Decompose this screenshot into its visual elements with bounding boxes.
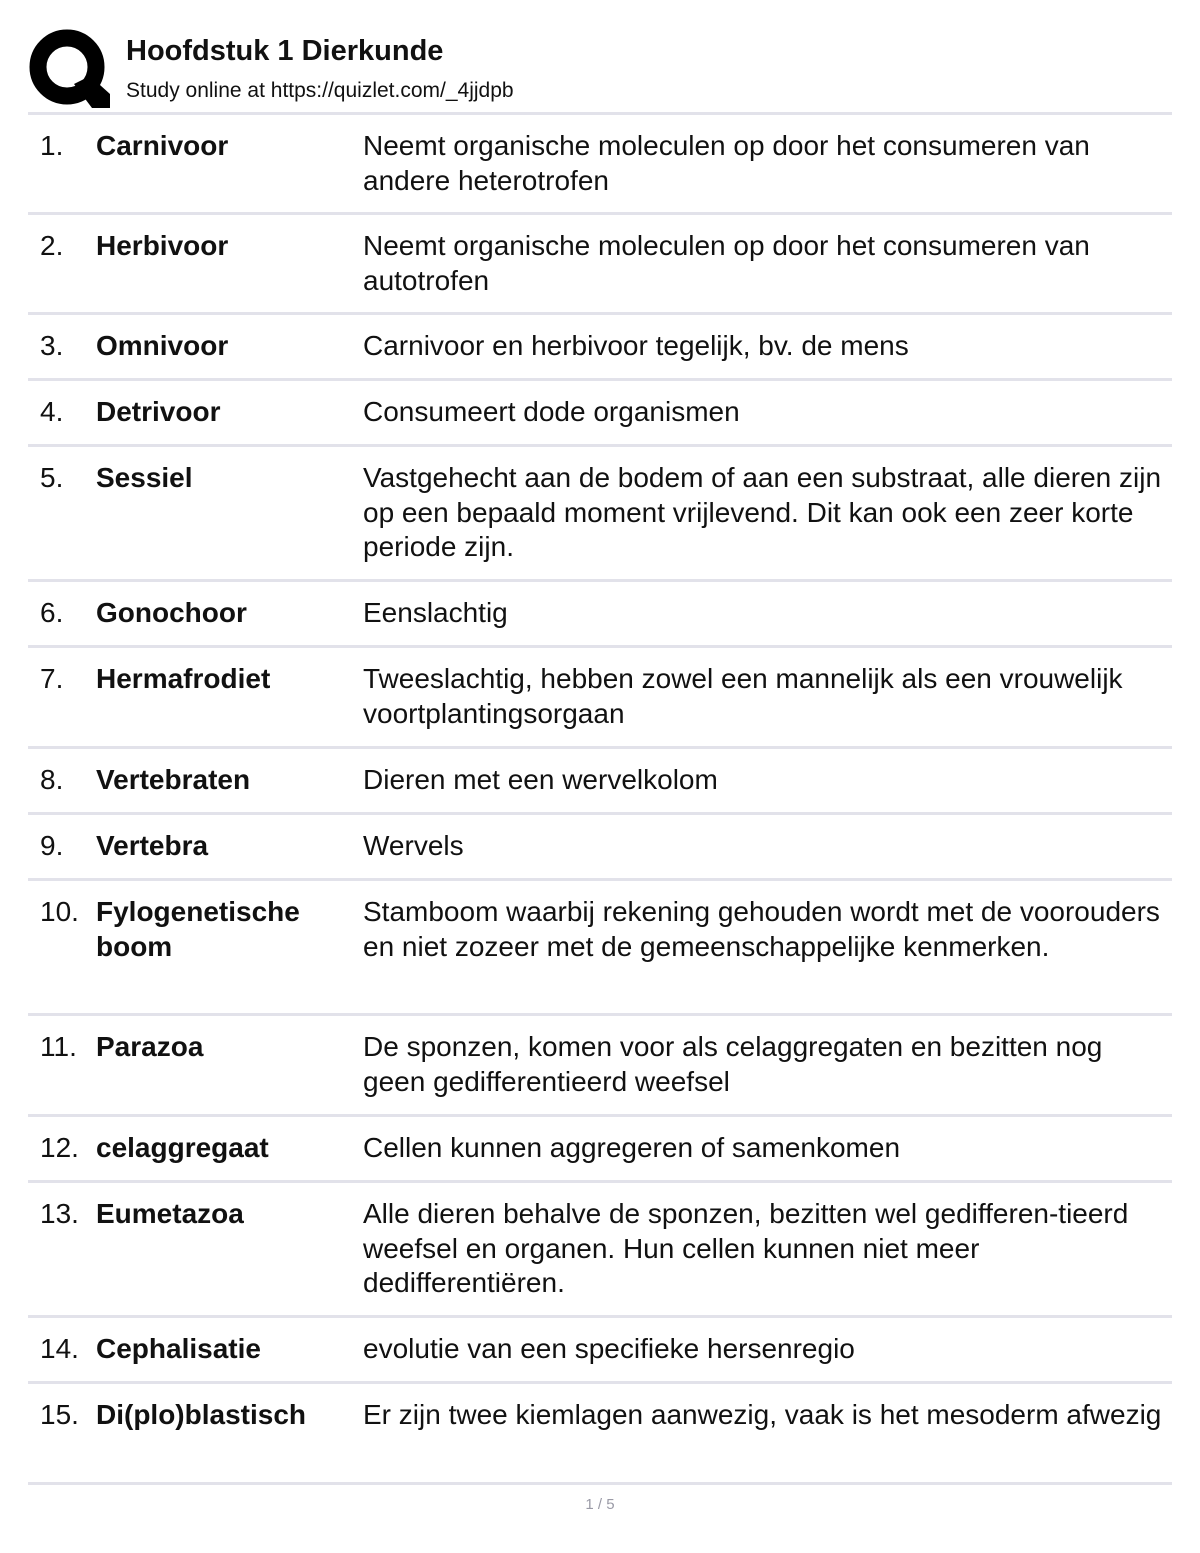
term-number: 15. <box>40 1399 79 1430</box>
term-word: Sessiel <box>96 462 193 493</box>
term-word: Omnivoor <box>96 330 229 361</box>
term-definition: Consumeert dode organismen <box>363 396 740 427</box>
term-row <box>28 447 1172 582</box>
term-definition: Dieren met een wervelkolom <box>363 764 718 795</box>
term-word: Gonochoor <box>96 597 247 628</box>
page-number: 1 / 5 <box>585 1496 615 1513</box>
term-definition: Cellen kunnen aggregeren of samenkomen <box>363 1132 901 1163</box>
term-number: 7. <box>40 663 64 694</box>
term-definition: Wervels <box>363 830 464 861</box>
term-number: 11. <box>40 1031 77 1062</box>
term-row <box>28 1318 1172 1384</box>
term-number: 12. <box>40 1132 79 1163</box>
term-word: Di(plo)blastisch <box>96 1399 307 1430</box>
term-definition: Eenslachtig <box>363 597 508 628</box>
term-row <box>28 381 1172 447</box>
document-header <box>28 28 1172 112</box>
term-word: Vertebraten <box>96 764 251 795</box>
term-row <box>28 582 1172 648</box>
page-title: Hoofdstuk 1 Dierkunde <box>126 35 444 67</box>
term-number: 8. <box>40 764 64 795</box>
term-word: Detrivoor <box>96 396 221 427</box>
term-definition: Neemt organische moleculen op door het consumeren van andere heterotrofen <box>363 130 1090 196</box>
term-definition: Carnivoor en herbivoor tegelijk, bv. de mens <box>363 330 909 361</box>
term-row <box>28 1016 1172 1117</box>
term-row <box>28 648 1172 749</box>
term-row <box>28 315 1172 381</box>
term-number: 4. <box>40 396 64 427</box>
term-row <box>28 881 1172 1016</box>
term-row <box>28 749 1172 815</box>
term-number: 1. <box>40 130 64 161</box>
term-definition: evolutie van een specifieke hersenregio <box>363 1333 855 1364</box>
term-definition: Neemt organische moleculen op door het consumeren van autotrofen <box>363 230 1090 296</box>
term-number: 13. <box>40 1198 79 1229</box>
term-number: 5. <box>40 462 64 493</box>
term-number: 14. <box>40 1333 79 1364</box>
term-row <box>28 115 1172 215</box>
term-definition: Vastgehecht aan de bodem of aan een substraat, alle dieren zijn op een bepaald moment vrijlevend. Dit kan ook een zeer korte periode zijn. <box>363 462 1162 562</box>
term-word: Parazoa <box>96 1031 204 1062</box>
term-word: Carnivoor <box>96 130 229 161</box>
term-word: Eumetazoa <box>96 1198 244 1229</box>
term-number: 6. <box>40 597 64 628</box>
term-row <box>28 1183 1172 1318</box>
term-number: 2. <box>40 230 64 261</box>
term-word: Hermafrodiet <box>96 663 271 694</box>
term-definition: Tweeslachtig, hebben zowel een mannelijk als een vrouwelijk voortplantingsorgaan <box>363 663 1123 729</box>
term-word: Fylogenetische boom <box>96 896 300 962</box>
term-number: 3. <box>40 330 64 361</box>
term-definition: De sponzen, komen voor als celaggregaten en bezitten nog geen gedifferentieerd weefsel <box>363 1031 1103 1097</box>
terms-table <box>28 112 1172 1485</box>
term-word: celaggregaat <box>96 1132 269 1163</box>
term-definition: Stamboom waarbij rekening gehouden wordt met de voorouders en niet zozeer met de gemeenschappelijke kenmerken. <box>363 896 1160 962</box>
term-definition: Alle dieren behalve de sponzen, bezitten wel gedifferen-tieerd weefsel en organen. Hun cellen kunnen niet meer dedifferentiëren. <box>363 1198 1129 1298</box>
term-word: Cephalisatie <box>96 1333 261 1364</box>
term-number: 9. <box>40 830 64 861</box>
study-link-text: Study online at https://quizlet.com/_4jjdpb <box>126 79 514 102</box>
term-row <box>28 1384 1172 1485</box>
term-row <box>28 815 1172 881</box>
quizlet-logo-icon <box>28 28 110 110</box>
term-definition: Er zijn twee kiemlagen aanwezig, vaak is het mesoderm afwezig <box>363 1399 1162 1430</box>
term-word: Herbivoor <box>96 230 229 261</box>
term-number: 10. <box>40 896 79 927</box>
term-row <box>28 1117 1172 1183</box>
term-row <box>28 215 1172 315</box>
term-word: Vertebra <box>96 830 209 861</box>
